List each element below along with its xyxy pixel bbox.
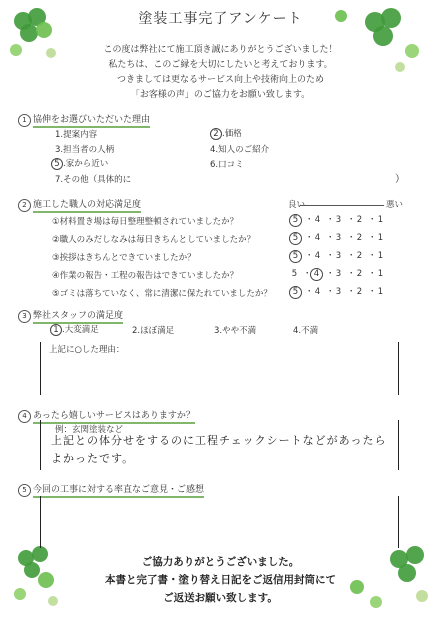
rating-option[interactable]: 3	[335, 251, 342, 261]
rating-separator: ・	[326, 251, 335, 261]
rating-separator: ・	[305, 233, 314, 243]
q1-heading	[18, 112, 150, 127]
rating-separator: ・	[347, 269, 356, 279]
q3-option-selected[interactable]: 1 .大変満足	[50, 323, 99, 336]
close-paren: ）	[395, 174, 405, 185]
q1-option[interactable]: 6.口コミ	[210, 160, 244, 170]
q2-item: ⑤ゴミは落ちていなく、常に清潔に保たれていましたか？	[52, 289, 272, 299]
rating-option[interactable]: 5	[291, 269, 298, 279]
q1-heading-text: 協伸をお選びいただいた理由	[33, 115, 150, 128]
scale-bad-label: 悪い	[386, 200, 404, 210]
rating-option[interactable]: 1	[377, 269, 384, 279]
rating-selected[interactable]: 5	[289, 214, 302, 227]
selection-circle: 2	[210, 128, 222, 140]
rating-option[interactable]: 3	[335, 287, 342, 297]
rating-scale[interactable]	[286, 249, 389, 263]
rating-separator: ・	[368, 215, 377, 225]
rating-option[interactable]: 1	[377, 215, 384, 225]
rating-option[interactable]: 3	[335, 269, 342, 279]
q2-item: ②職人のみだしなみは毎日きちんとしていましたか？	[52, 235, 256, 245]
intro-line: 「お客様の声」のご協力をお願い致します。	[130, 90, 311, 100]
rating-separator: ・	[347, 287, 356, 297]
q1-option[interactable]: 1.提案内容	[55, 130, 98, 140]
rating-option[interactable]: 3	[335, 215, 342, 225]
rating-separator: ・	[326, 215, 335, 225]
rating-option[interactable]: 2	[356, 269, 363, 279]
section-number: 4	[18, 410, 31, 423]
rating-separator: ・	[368, 269, 377, 279]
rating-separator: ・	[326, 287, 335, 297]
q3-option[interactable]: 4.不満	[293, 326, 319, 336]
q4-heading-text: あったら嬉しいサービスはありますか？	[33, 411, 195, 424]
q5-heading-text: 今回の工事に対する率直なご意見・ご感想	[33, 485, 204, 498]
rating-scale[interactable]	[286, 285, 389, 299]
rating-separator: ・	[368, 251, 377, 261]
footer-text	[0, 553, 441, 607]
rating-option[interactable]: 4	[314, 251, 321, 261]
section-number: 5	[18, 484, 31, 497]
q5-heading	[18, 482, 204, 497]
rating-option[interactable]: 3	[335, 233, 342, 243]
q4-example: 例：玄関塗装など	[55, 425, 124, 435]
rating-separator: ・	[305, 287, 314, 297]
section-number: 1	[18, 114, 31, 127]
section-number: 3	[18, 310, 31, 323]
rating-separator: ・	[303, 269, 312, 279]
rating-option[interactable]: 2	[356, 287, 363, 297]
q3-reason-label: 上記に○した理由：	[49, 345, 125, 355]
selection-circle: 5	[51, 158, 63, 170]
rating-selected[interactable]: 5	[289, 232, 302, 245]
q2-item: ③挨拶はきちんとできていましたか？	[52, 253, 196, 263]
rating-separator: ・	[305, 215, 314, 225]
q5-answer-box[interactable]	[40, 496, 399, 548]
q1-option-selected[interactable]: 2 .価格	[210, 127, 242, 140]
q3-option[interactable]: 3.やや不満	[214, 326, 257, 336]
section-number: 2	[18, 199, 31, 212]
rating-scale[interactable]	[286, 231, 389, 245]
rating-separator: ・	[326, 269, 335, 279]
selection-circle: 1	[50, 324, 62, 336]
q1-option[interactable]: 4.知人のご紹介	[210, 145, 270, 155]
footer-line: 本書と完了書・塗り替え日記をご返信用封筒にて	[105, 574, 336, 586]
rating-separator: ・	[368, 233, 377, 243]
scale-arrow	[300, 205, 384, 206]
rating-option[interactable]: 2	[356, 233, 363, 243]
rating-option[interactable]: 4	[314, 215, 321, 225]
q1-option[interactable]: 7.その他（具体的に	[55, 175, 132, 185]
footer-line: ご協力ありがとうございました。	[141, 556, 300, 568]
q2-item: ①材料置き場は毎日整理整頓されていましたか？	[52, 217, 239, 227]
rating-scale[interactable]	[286, 213, 389, 227]
q3-option[interactable]: 2.ほぼ満足	[132, 326, 175, 336]
rating-separator: ・	[347, 215, 356, 225]
rating-option[interactable]: 2	[356, 251, 363, 261]
rating-option[interactable]: 1	[377, 287, 384, 297]
q3-heading	[18, 308, 123, 323]
rating-selected[interactable]: 5	[289, 286, 302, 299]
rating-separator: ・	[326, 233, 335, 243]
rating-separator: ・	[347, 251, 356, 261]
q3-reason-box[interactable]	[40, 342, 399, 395]
rating-scale[interactable]	[286, 267, 389, 281]
page-title: 塗装工事完了アンケート	[138, 11, 303, 27]
q1-option[interactable]: 3.担当者の人柄	[55, 145, 115, 155]
rating-separator: ・	[347, 233, 356, 243]
intro-line: 私たちは、このご縁を大切にしたいと考えております。	[108, 60, 333, 70]
rating-option[interactable]: 1	[377, 251, 384, 261]
q2-heading	[18, 197, 141, 212]
footer-line: ご返送お願い致します。	[163, 592, 278, 604]
rating-option[interactable]: 2	[356, 215, 363, 225]
q2-item: ④作業の報告・工程の報告はできていましたか？	[52, 271, 239, 281]
q4-answer-line2: よかったです。	[51, 452, 135, 465]
rating-option[interactable]: 1	[377, 233, 384, 243]
rating-option[interactable]: 4	[314, 287, 321, 297]
intro-line: つきましては更なるサービス向上や技術向上のため	[116, 75, 324, 85]
rating-separator: ・	[305, 251, 314, 261]
q4-answer-line1: 上記との体分せをするのに工程チェックシートなどがあったら	[51, 434, 387, 447]
q2-heading-text: 施工した職人の対応満足度	[33, 200, 141, 213]
intro-line: この度は弊社にて施工頂き誠にありがとうございました！	[103, 45, 338, 55]
rating-separator: ・	[368, 287, 377, 297]
intro-text	[60, 43, 381, 103]
q3-heading-text: 弊社スタッフの満足度	[33, 311, 123, 324]
rating-selected[interactable]: 5	[289, 250, 302, 263]
q4-answer-box[interactable]	[40, 420, 399, 470]
scale-good-label: 良い	[288, 200, 306, 210]
rating-selected[interactable]: 4	[310, 268, 323, 281]
rating-option[interactable]: 4	[314, 233, 321, 243]
q1-option-selected[interactable]: 5 .家から近い	[51, 157, 108, 170]
